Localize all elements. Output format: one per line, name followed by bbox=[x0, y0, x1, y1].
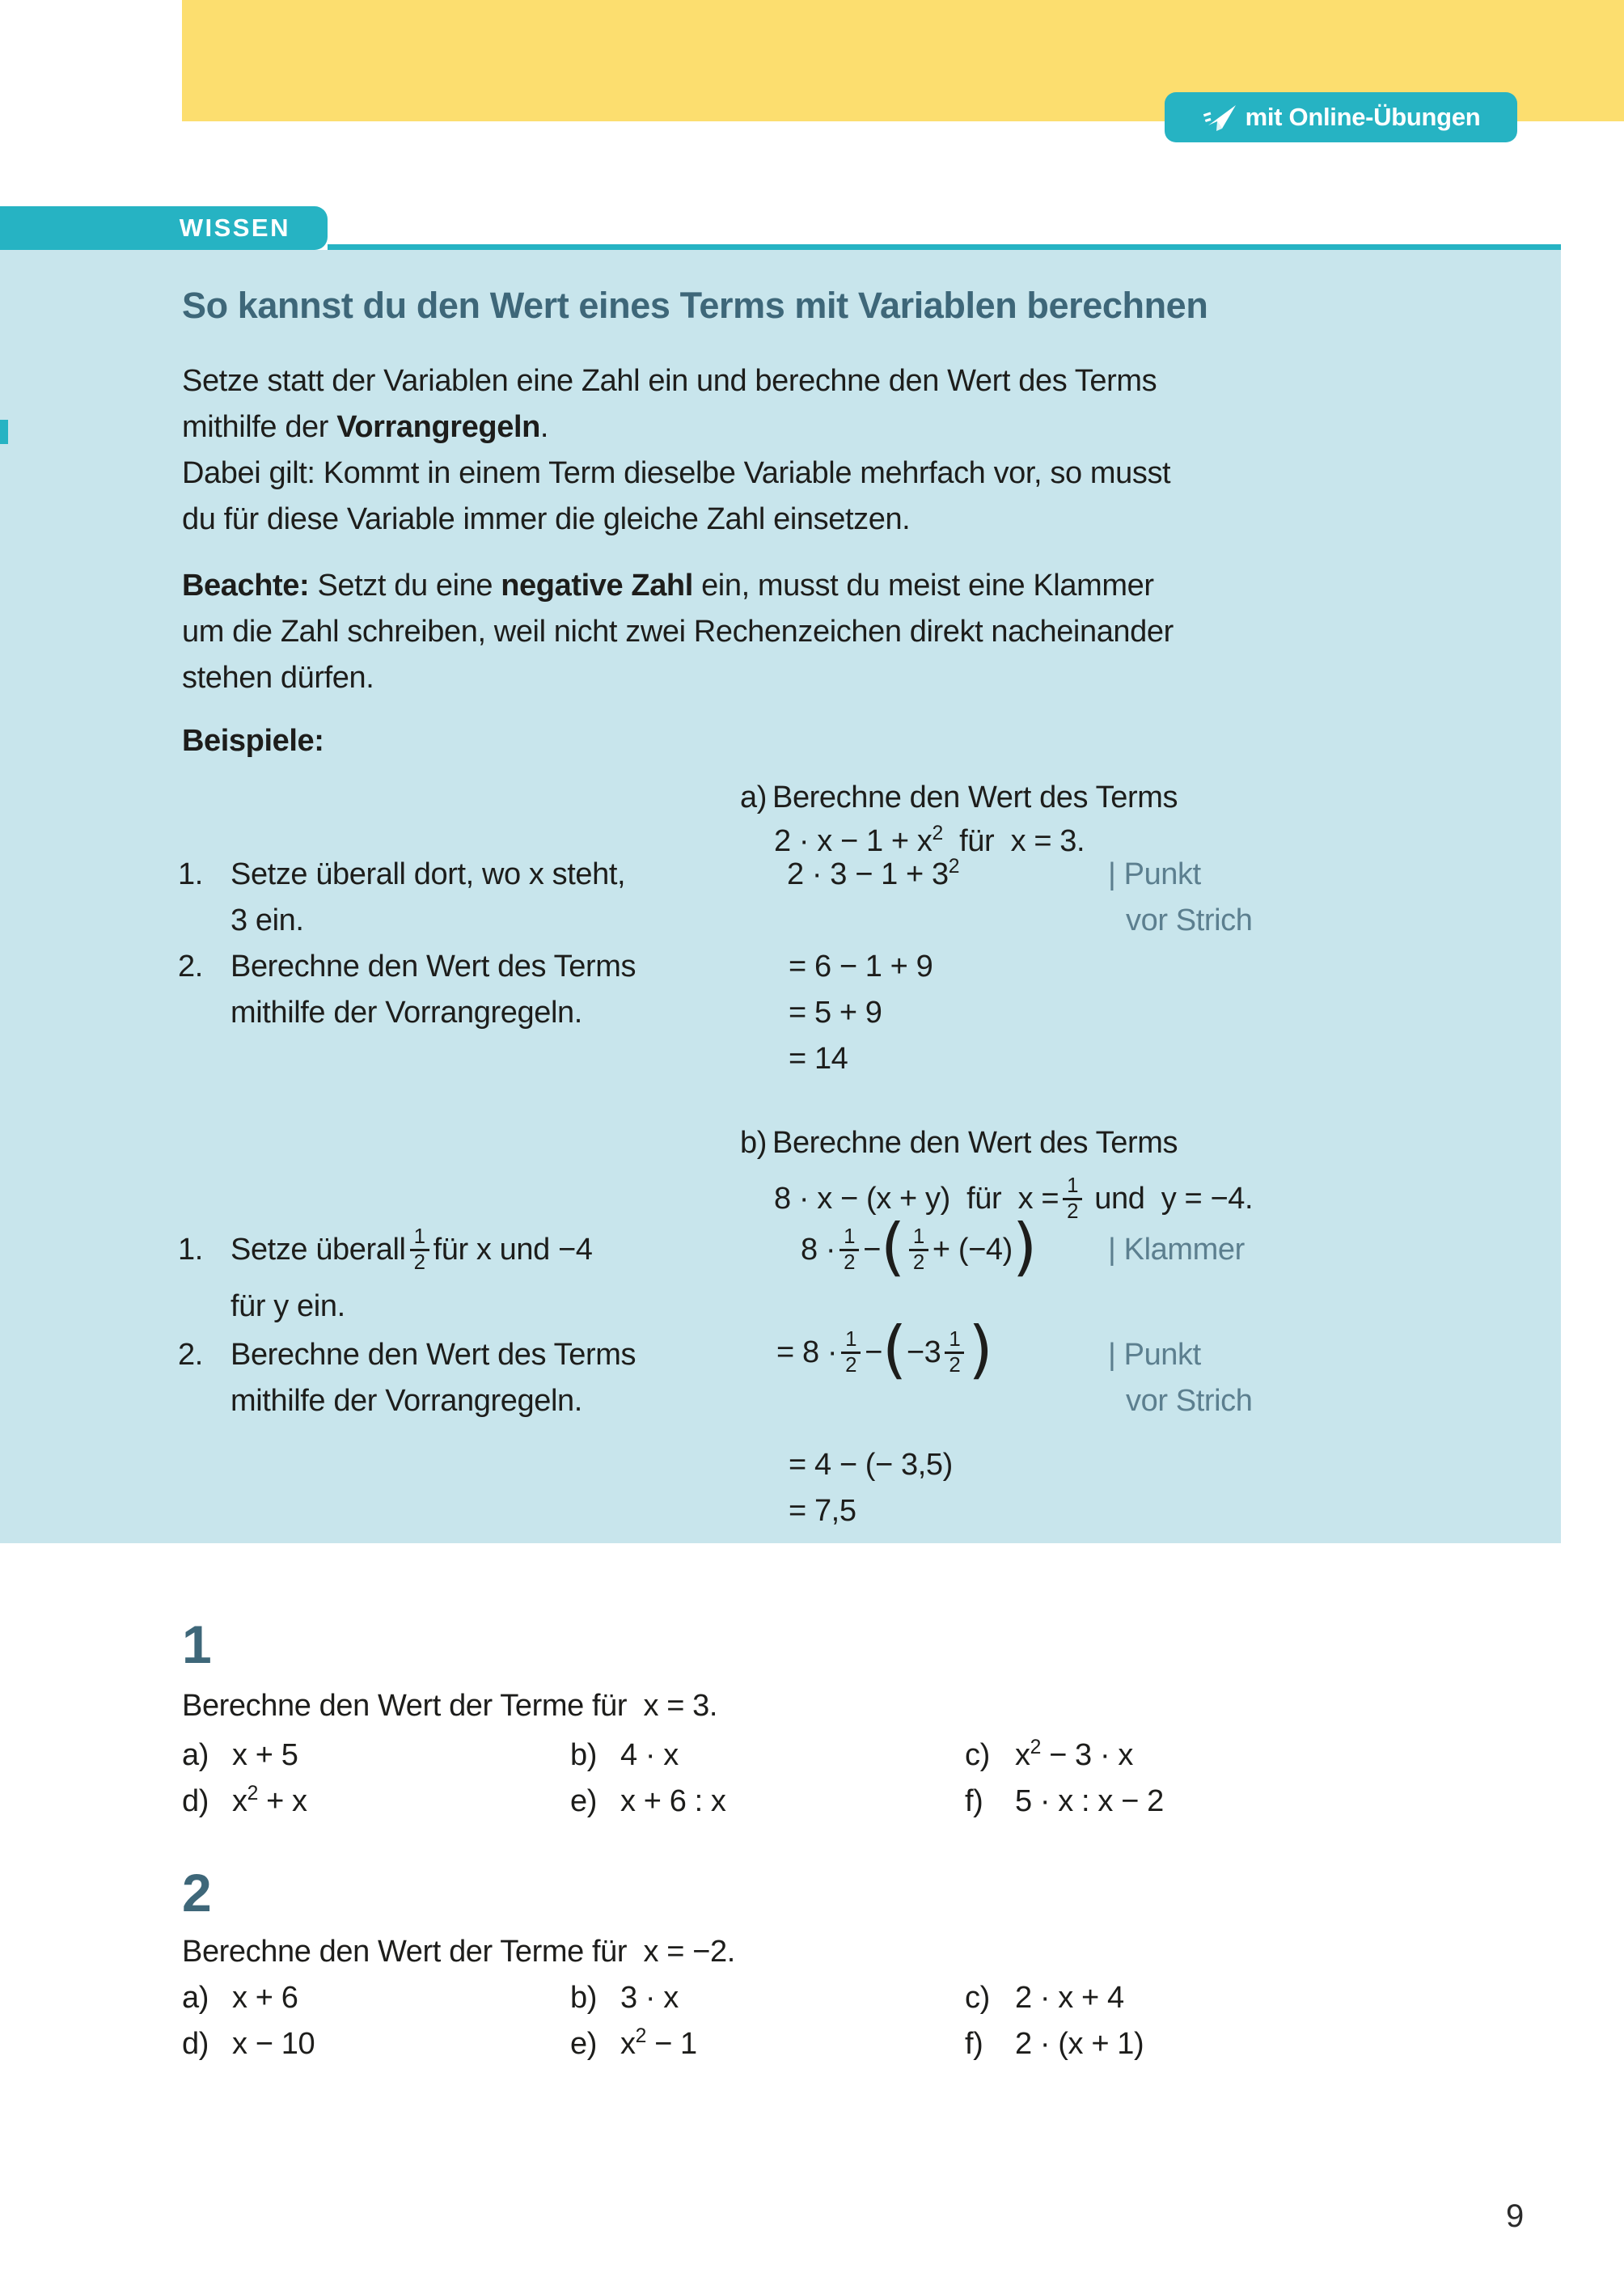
example-a-step1-line2: 3 ein. bbox=[230, 903, 304, 937]
exercise-1-item-b: b) 4 · x bbox=[570, 1738, 679, 1772]
example-b-calc-2: = 7,5 bbox=[789, 1494, 856, 1528]
example-a-annotation-vor-strich: vor Strich bbox=[1126, 903, 1253, 937]
example-a-step2-line1: 2. Berechne den Wert des Terms bbox=[178, 950, 636, 984]
note-line-1: Beachte: Setzt du eine negative Zahl ein, musst du meist eine Klammer bbox=[182, 569, 1154, 603]
example-a-calc-1: = 6 − 1 + 9 bbox=[789, 950, 933, 984]
exercise-1-item-c: c) $x^2 - 3 \cdot x$ bbox=[965, 1737, 1133, 1772]
example-b-header: b) Berechne den Wert des Terms bbox=[740, 1126, 1178, 1160]
exercise-2-item-a: a) x + 6 bbox=[182, 1981, 298, 2015]
online-exercises-badge bbox=[1165, 92, 1517, 142]
badge-label: mit Online-Übungen bbox=[1245, 103, 1481, 131]
example-b-annotation-vor-strich: vor Strich bbox=[1126, 1384, 1253, 1418]
panel-top-rule bbox=[328, 244, 1561, 250]
fraction: $\frac{1}{2}$ bbox=[839, 1225, 859, 1275]
example-a-calc-3: = 14 bbox=[789, 1042, 848, 1076]
panel-title: So kannst du den Wert eines Terms mit Variablen berechnen bbox=[182, 285, 1208, 326]
wissen-tab bbox=[0, 206, 328, 250]
example-b-calc-1: = 4 − (− 3,5) bbox=[789, 1448, 953, 1482]
fraction: $\frac{1}{2}$ bbox=[841, 1328, 861, 1377]
exercise-2-item-f: f) 2 · (x + 1) bbox=[965, 2027, 1144, 2061]
example-b-step1-line1: 1. Setze überall $\frac{1}{2}$ für x und −4 bbox=[178, 1225, 593, 1274]
fraction: $\frac{1}{2}$ bbox=[410, 1225, 429, 1275]
exercise-2-item-c: c) 2 · x + 4 bbox=[965, 1981, 1124, 2015]
example-a-annotation-punkt: | Punkt bbox=[1108, 857, 1201, 891]
fraction: $\frac{1}{2}$ bbox=[909, 1225, 928, 1275]
intro-line-2: mithilfe der Vorrangregeln. bbox=[182, 410, 549, 444]
wissen-tab-label: WISSEN bbox=[179, 214, 290, 242]
note-line-2: um die Zahl schreiben, weil nicht zwei Rechenzeichen direkt nacheinander bbox=[182, 615, 1174, 649]
exercise-1-item-e: e) x + 6 : x bbox=[570, 1784, 726, 1818]
example-a-step1-line1: 1. Setze überall dort, wo x steht, bbox=[178, 857, 626, 891]
exercise-2-intro: Berechne den Wert der Terme für x = −2. bbox=[182, 1935, 735, 1969]
exercise-2-item-d: d) x − 10 bbox=[182, 2027, 315, 2061]
exercise-1-item-d: d) $x^2 + x$ bbox=[182, 1783, 307, 1818]
exercise-2-number: 2 bbox=[182, 1863, 212, 1923]
exercise-1-number: 1 bbox=[182, 1614, 212, 1674]
example-a-term: $2 \cdot x - 1 + x^2$ für x = 3. bbox=[774, 823, 1085, 858]
example-b-math-1: 8 · $\frac{1}{2}$ − ( $\frac{1}{2}$ + (−4) ) bbox=[801, 1211, 1037, 1284]
example-a-substitution: $2 \cdot 3 - 1 + 3^2$ bbox=[787, 856, 960, 891]
example-b-step2-line1: 2. Berechne den Wert des Terms bbox=[178, 1338, 636, 1372]
example-b-step1-line2: für y ein. bbox=[230, 1289, 345, 1323]
example-a-header: a) Berechne den Wert des Terms bbox=[740, 781, 1178, 814]
intro-line-3: Dabei gilt: Kommt in einem Term dieselbe Variable mehrfach vor, so musst bbox=[182, 456, 1171, 490]
intro-line-4: du für diese Variable immer die gleiche Zahl einsetzen. bbox=[182, 502, 911, 536]
exercise-2-item-e: e) $x^2 - 1$ bbox=[570, 2025, 697, 2061]
example-b-step2-line2: mithilfe der Vorrangregeln. bbox=[230, 1384, 582, 1418]
example-a-step2-line2: mithilfe der Vorrangregeln. bbox=[230, 996, 582, 1030]
example-b-math-2: = 8 · $\frac{1}{2}$ − ( −3 $\frac{1}{2}$ ) bbox=[776, 1314, 993, 1386]
exercise-1-intro: Berechne den Wert der Terme für x = 3. bbox=[182, 1689, 718, 1723]
example-b-annotation-klammer: | Klammer bbox=[1108, 1233, 1245, 1267]
note-line-3: stehen dürfen. bbox=[182, 661, 374, 695]
example-a-calc-2: = 5 + 9 bbox=[789, 996, 882, 1030]
exercise-2-item-b: b) 3 · x bbox=[570, 1981, 679, 2015]
left-edge-mark bbox=[0, 420, 8, 444]
intro-line-1: Setze statt der Variablen eine Zahl ein und berechne den Wert des Terms bbox=[182, 364, 1157, 398]
fraction: $\frac{1}{2}$ bbox=[1063, 1174, 1082, 1224]
exercise-1-item-f: f) 5 · x : x − 2 bbox=[965, 1784, 1164, 1818]
page-number: 9 bbox=[1506, 2198, 1525, 2234]
fraction: $\frac{1}{2}$ bbox=[945, 1328, 964, 1377]
paper-plane-icon bbox=[1202, 102, 1237, 133]
example-b-term: 8 · x − (x + y) für x = $\frac{1}{2}$ und y = −4. bbox=[774, 1174, 1254, 1223]
example-b-annotation-punkt: | Punkt bbox=[1108, 1338, 1201, 1372]
exercise-1-item-a: a) x + 5 bbox=[182, 1738, 298, 1772]
examples-label: Beispiele: bbox=[182, 724, 324, 758]
